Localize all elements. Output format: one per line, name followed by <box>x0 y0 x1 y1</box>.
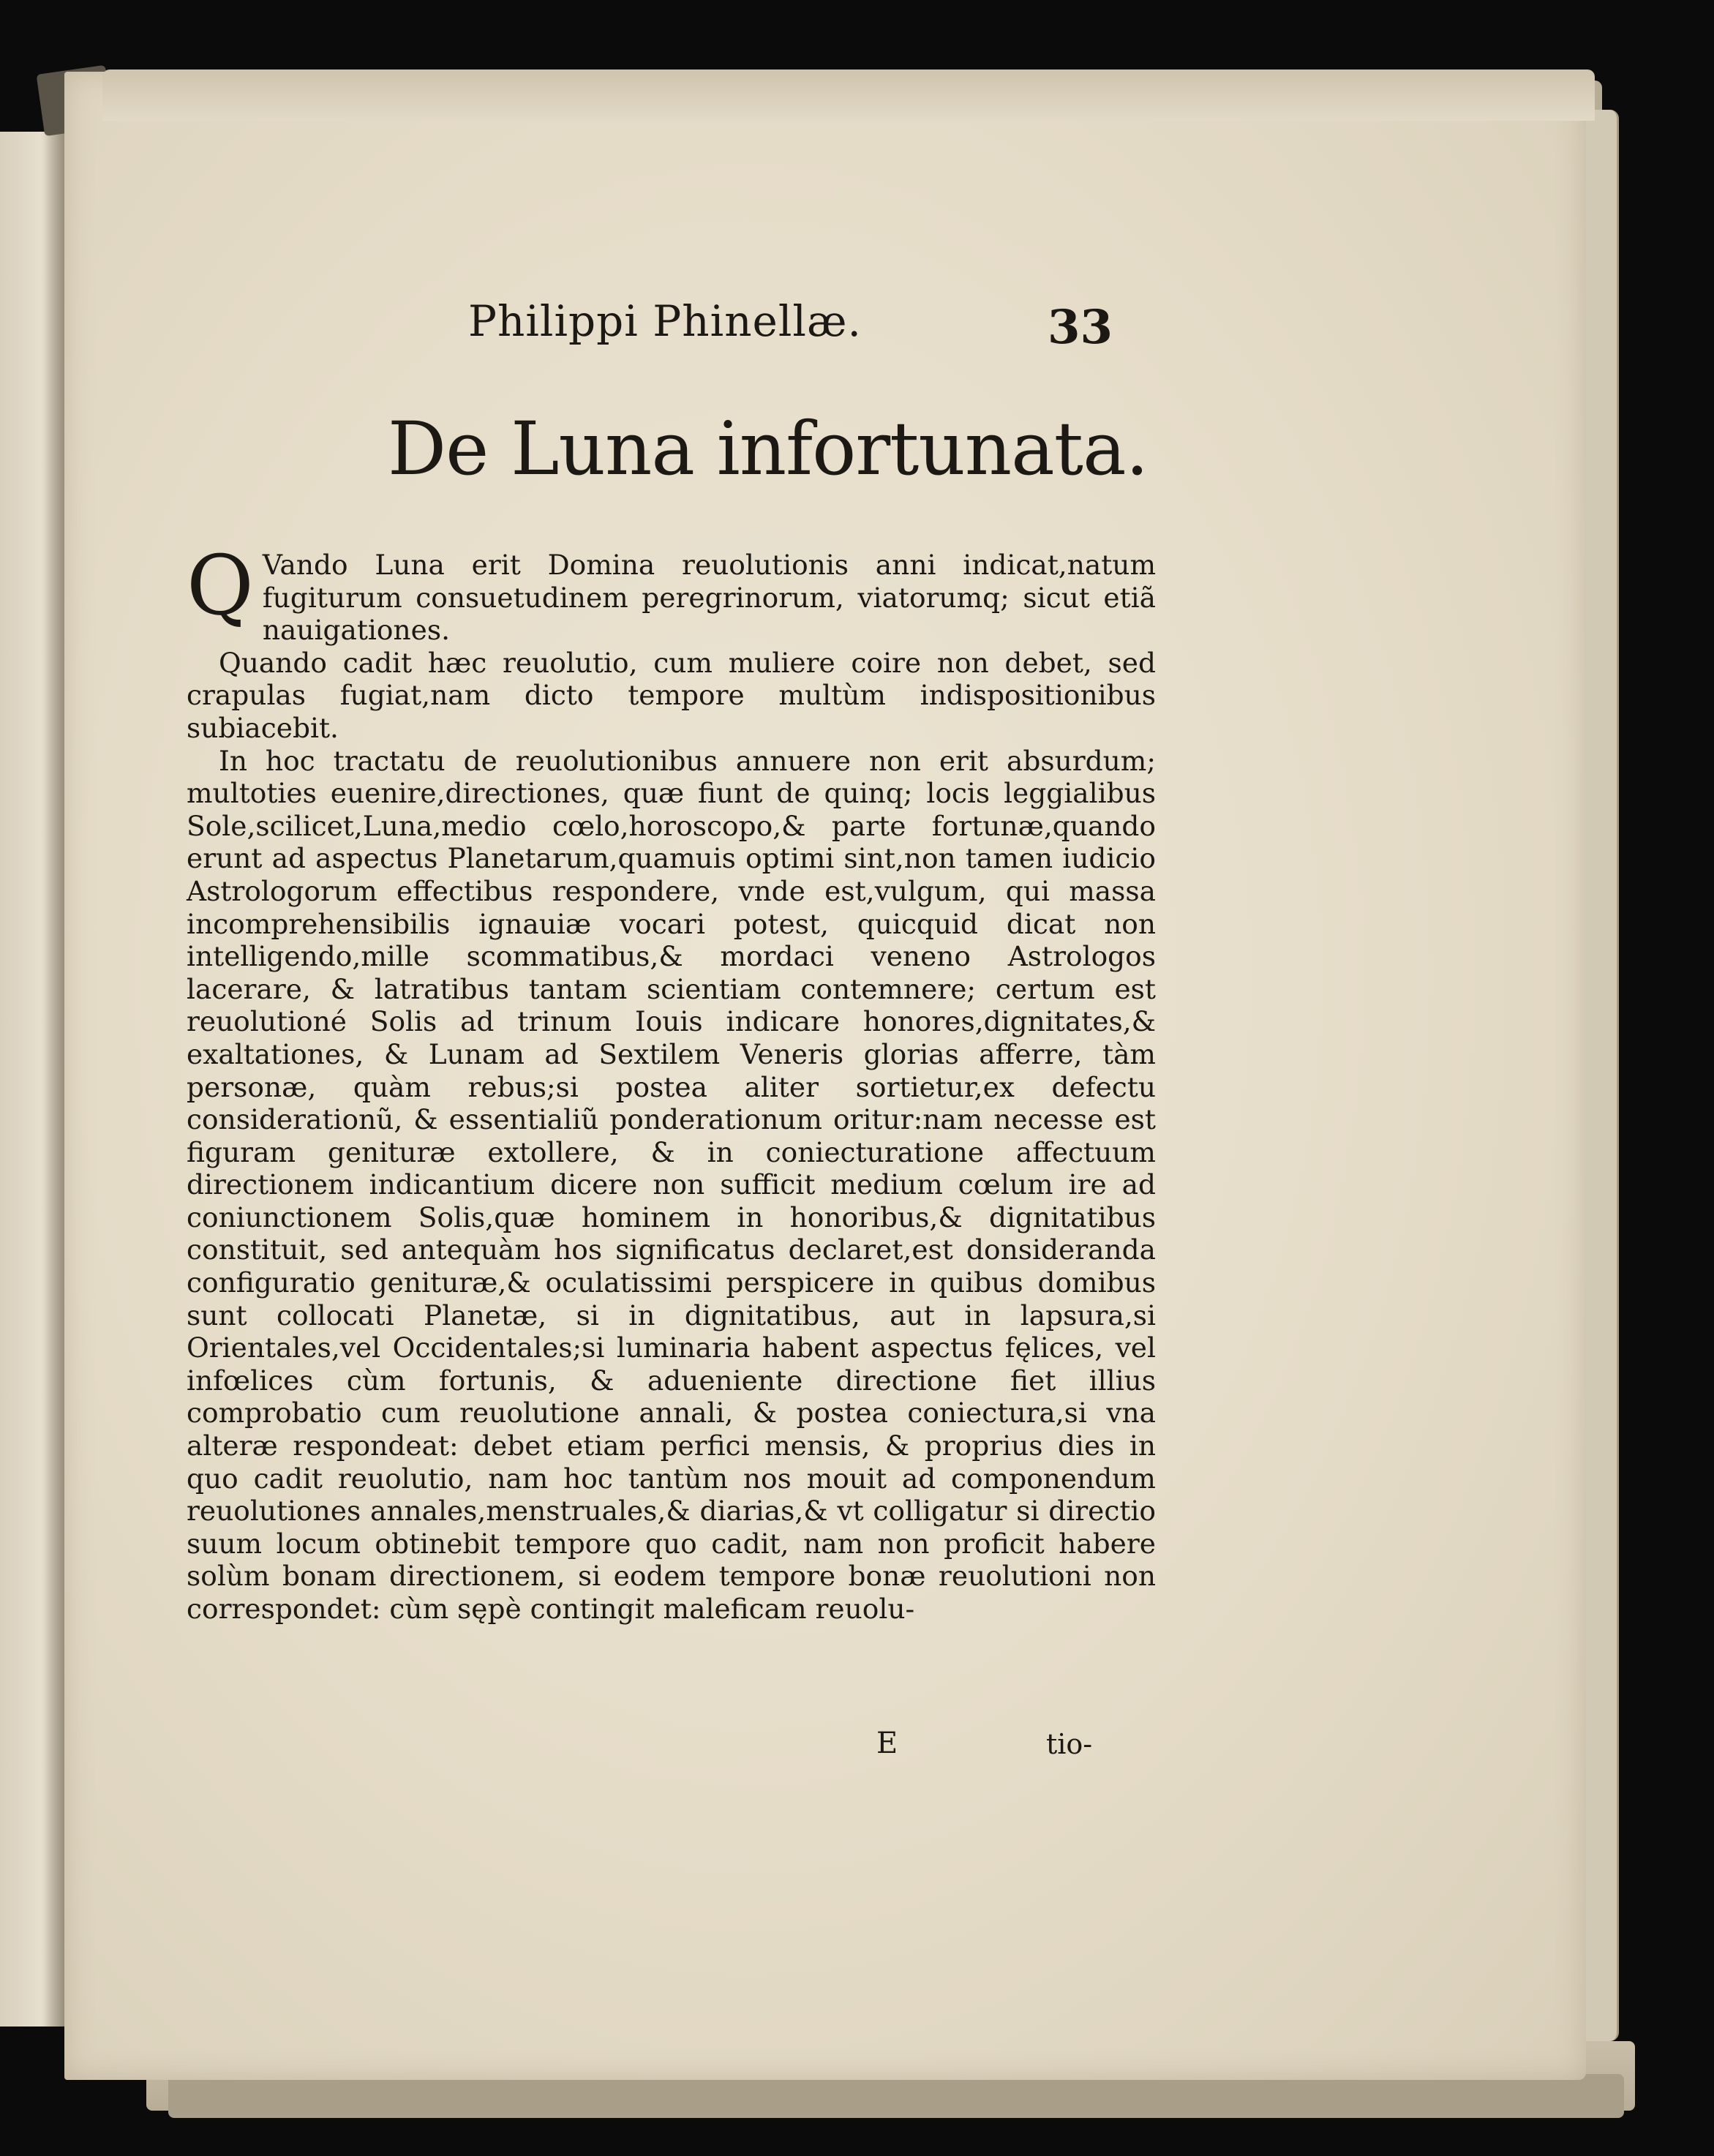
page-number: 33 <box>1048 300 1113 355</box>
paragraph <box>187 647 1156 745</box>
section-title: De Luna infortunata. <box>388 406 1149 492</box>
paragraph <box>187 745 1156 1626</box>
paragraph-text: Vando Luna erit Domina reuolutionis anni indicat,natum fugiturum consuetudinem peregrinorum, viatorumq; sicut etiã nauigationes. <box>262 549 1156 647</box>
paragraph-text: In hoc tractatu de reuolutionibus annuere non erit absurdum; multoties euenire,directiones, quæ fiunt de quinq; locis leggialibus Sole,scilicet,Luna,medio cœlo,horoscopo,& parte fortunæ,quando erunt ad aspectus Planetarum,quamuis optimi sint,non tamen iudicio Astrologorum effectibus respondere, vnde est,vulgum, qui massa incomprehensibilis ignauiæ vocari potest, quicquid dicat non intelligendo,mille scommatibus,& mordaci veneno Astrologos lacerare, & latratibus tantam scientiam contemnere; certum est reuolutioné Solis ad trinum Iouis indicare honores,dignitates,& exaltationes, & Lunam ad Sextilem Veneris glorias afferre, tàm personæ, quàm rebus;si postea aliter sortietur,ex defectu considerationũ, & essentialiũ ponderationum oritur:nam necesse est figuram genituræ extollere, & in coniecturatione affectuum directionem indicantium dicere non sufficit medium cœlum ire ad coniunctionem Solis,quæ hominem in honoribus,& dignitatibus constituit, sed antequàm hos significatus declaret,est donsideranda configuratio genituræ,& oculatissimi perspicere in quibus domibus sunt collocati Planetæ, si in dignitatibus, aut in lapsura,si Orientales,vel Occidentales;si luminaria habent aspectus fęlices, vel infœlices cùm fortunis, & adueniente directione fiet illius comprobatio cum reuolutione annali, & postea coniectura,si vna alteræ respondeat: debet etiam perfici mensis, & proprius dies in quo cadit reuolutio, nam hoc tantùm nos mouit ad componendum reuolutiones annales,menstruales,& diarias,& vt colligatur si directio suum locum obtinebit tempore quo cadit, nam non proficit habere solùm bonam directionem, si eodem tempore bonæ reuolutioni non correspondet: cùm sępè contingit maleficam reuolu- <box>187 744 1156 1625</box>
underlying-page-edge <box>168 2074 1624 2118</box>
paragraph <box>187 538 1156 647</box>
catchword: tio- <box>1046 1728 1093 1760</box>
paragraph-text: Quando cadit hæc reuolutio, cum muliere coire non debet, sed crapulas fugiat,nam dicto tempore multùm indispositionibus subiacebit. <box>187 646 1156 744</box>
body-text <box>187 538 1156 1626</box>
signature-mark: E <box>876 1727 898 1760</box>
drop-cap: Q <box>187 538 254 634</box>
running-title: Philippi Phinellæ. <box>468 296 862 346</box>
page-top-fold <box>102 70 1595 121</box>
